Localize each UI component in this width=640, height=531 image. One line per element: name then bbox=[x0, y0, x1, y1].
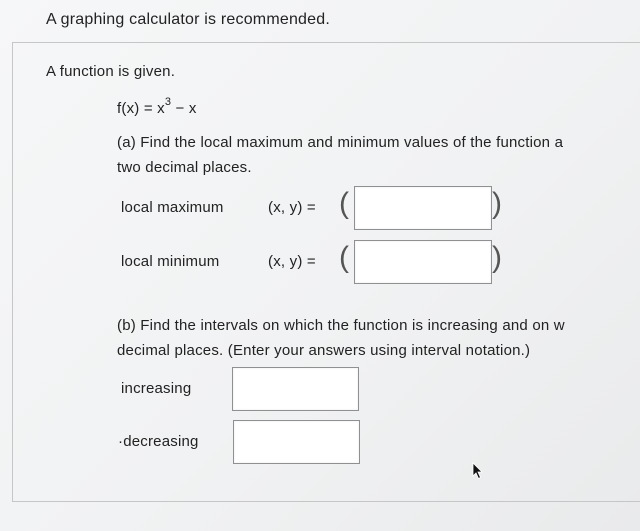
part-a-prompt-line2: two decimal places. bbox=[117, 159, 252, 176]
local-maximum-xy-label: (x, y) = bbox=[268, 199, 316, 216]
function-definition bbox=[117, 98, 197, 117]
increasing-label: increasing bbox=[121, 380, 192, 397]
function-rest: − x bbox=[171, 100, 197, 117]
local-maximum-label: local maximum bbox=[121, 199, 224, 216]
function-exponent: 3 bbox=[164, 96, 172, 108]
mouse-pointer-icon bbox=[472, 462, 484, 480]
local-maximum-open-paren: ( bbox=[339, 187, 349, 220]
local-maximum-close-paren: ) bbox=[492, 187, 502, 220]
part-b-prompt-line2: decimal places. (Enter your answers using interval notation.) bbox=[117, 342, 531, 359]
local-minimum-xy-label: (x, y) = bbox=[268, 253, 316, 270]
local-minimum-label: local minimum bbox=[121, 253, 220, 270]
part-a-prompt-line1: (a) Find the local maximum and minimum values of the function a bbox=[117, 134, 564, 151]
problem-intro: A function is given. bbox=[46, 63, 176, 80]
calculator-note: A graphing calculator is recommended. bbox=[46, 11, 330, 28]
local-minimum-input[interactable] bbox=[354, 240, 492, 284]
local-maximum-input[interactable] bbox=[354, 186, 492, 230]
part-b-prompt-line1: (b) Find the intervals on which the function is increasing and on w bbox=[117, 317, 565, 334]
decreasing-input[interactable] bbox=[233, 420, 360, 464]
increasing-input[interactable] bbox=[232, 367, 359, 411]
function-lhs: f(x) = x bbox=[117, 100, 165, 117]
local-minimum-close-paren: ) bbox=[492, 241, 502, 274]
decreasing-label: ·decreasing bbox=[118, 433, 199, 450]
local-minimum-open-paren: ( bbox=[339, 241, 349, 274]
